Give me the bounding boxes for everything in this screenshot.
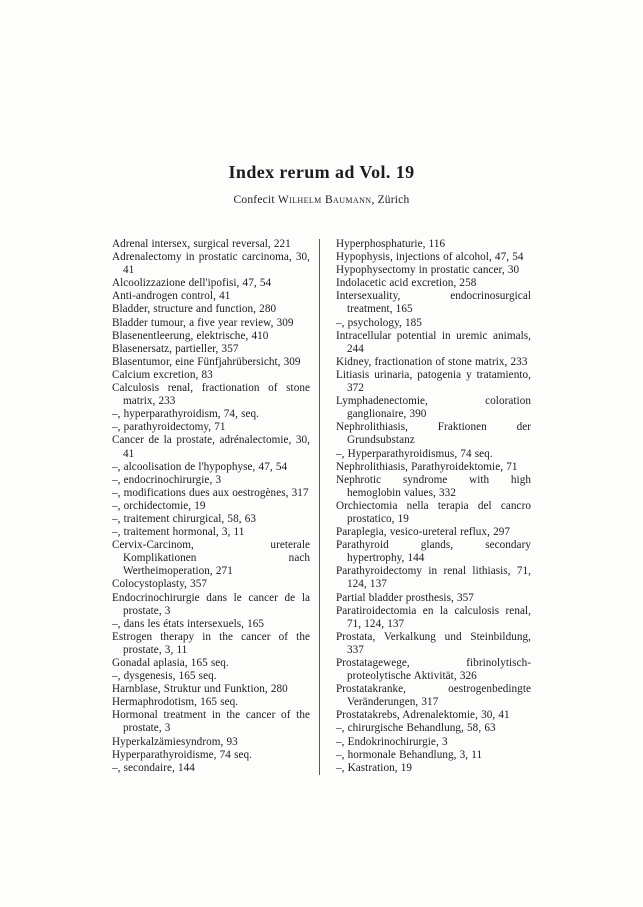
index-entry: Gonadal aplasia, 165 seq. <box>112 657 229 669</box>
index-entry: –, Hyperparathyroidismus, 74 seq. <box>336 447 493 460</box>
compiler-name: Wilhelm Baumann <box>277 194 372 206</box>
index-entry: Orchiectomia nella terapia del cancro prostatico, 19 <box>336 499 531 525</box>
compiler-line <box>0 194 643 206</box>
index-entry: –, modifications dues aux oestrogènes, 317 <box>112 486 309 499</box>
index-entry: Paratiroidectomia en la calculosis renal, 71, 124, 137 <box>336 604 531 630</box>
index-entry: –, dysgenesis, 165 seq. <box>112 670 217 683</box>
page-title: Index rerum ad Vol. 19 <box>228 162 415 182</box>
index-entry: Paraplegia, vesico-ureteral reflux, 297 <box>336 526 511 539</box>
index-entry: Hypophysis, injections of alcohol, 47, 54 <box>336 251 524 264</box>
column-divider-rule <box>319 239 320 775</box>
index-entry: Parathyroid glands, secondary hypertrophy, 144 <box>336 539 531 565</box>
index-entry: Indolacetic acid excretion, 258 <box>336 277 477 290</box>
index-entry: –, Kastration, 19 <box>336 761 413 774</box>
index-entry: Hyperphosphaturie, 116 <box>336 238 446 250</box>
index-entry: Colocystoplasty, 357 <box>112 578 208 591</box>
index-entry: Intracellular potential in uremic animals, 244 <box>336 329 531 355</box>
index-entry: Alcoolizzazione dell'ipofisi, 47, 54 <box>112 277 272 290</box>
index-entry: –, hormonale Behandlung, 3, 11 <box>336 748 483 761</box>
index-entry: Endocrinochirurgie dans le cancer de la prostate, 3 <box>112 591 310 617</box>
index-entry: Parathyroidectomy in renal lithiasis, 71, 124, 137 <box>336 565 531 591</box>
index-entry: Nephrotic syndrome with high hemoglobin values, 332 <box>336 473 531 499</box>
index-entry: Lymphadenectomie, coloration ganglionaire, 390 <box>336 395 531 421</box>
index-entry: Estrogen therapy in the cancer of the prostate, 3, 11 <box>112 630 310 656</box>
index-entry: –, hyperparathyroidism, 74, seq. <box>112 408 259 421</box>
index-entry: Prostata, Verkalkung und Steinbildung, 337 <box>336 630 531 656</box>
index-entry: –, psychology, 185 <box>336 316 422 329</box>
index-entry: Anti-androgen control, 41 <box>112 290 231 303</box>
index-entry: –, parathyroidectomy, 71 <box>112 421 226 434</box>
index-column-left <box>112 238 310 775</box>
index-entry: Prostatagewege, fibrinolytisch-proteolytische Aktivität, 326 <box>336 657 531 683</box>
index-entry: Litiasis urinaria, patogenia y tratamiento, 372 <box>336 368 531 395</box>
index-entry: Bladder, structure and function, 280 <box>112 303 277 316</box>
index-entry: Intersexuality, endocrinosurgical treatment, 165 <box>336 290 531 316</box>
index-entry: –, traitement chirurgical, 58, 63 <box>112 512 256 525</box>
index-entry: Prostatakrebs, Adrenalektomie, 30, 41 <box>336 709 510 722</box>
index-column-right <box>336 238 531 775</box>
index-entry: Harnblase, Struktur und Funktion, 280 <box>112 683 288 696</box>
index-entry: Blasentumor, eine Fünfjahrübersicht, 309 <box>112 355 301 368</box>
index-entry: –, traitement hormonal, 3, 11 <box>112 526 245 539</box>
index-entry: Bladder tumour, a five year review, 309 <box>112 316 294 329</box>
index-entry: Nephrolithiasis, Fraktionen der Grundsubstanz <box>336 421 531 447</box>
compiler-prefix: Confecit <box>233 194 278 206</box>
index-entry: –, dans les états intersexuels, 165 <box>112 617 265 630</box>
index-entry: Calcium excretion, 83 <box>112 368 213 381</box>
index-entry: Hormonal treatment in the cancer of the prostate, 3 <box>112 709 310 735</box>
index-entry: Cancer de la prostate, adrénalectomie, 30, 41 <box>112 434 310 460</box>
index-entry: Blasenentleerung, elektrische, 410 <box>112 329 269 342</box>
index-entry: Hypophysectomy in prostatic cancer, 30 <box>336 264 520 277</box>
index-entry: Calculosis renal, fractionation of stone matrix, 233 <box>112 382 310 408</box>
index-entry: Nephrolithiasis, Parathyroidektomie, 71 <box>336 460 518 473</box>
index-entry: –, chirurgische Behandlung, 58, 63 <box>336 722 496 735</box>
index-entry: Hyperparathyroidisme, 74 seq. <box>112 748 252 761</box>
index-entry: Partial bladder prosthesis, 357 <box>336 591 474 604</box>
index-entry: Prostatakranke, oestrogenbedingte Veränderungen, 317 <box>336 683 531 709</box>
index-entry: Adrenal intersex, surgical reversal, 221 <box>112 238 291 250</box>
index-entry: Cervix-Carcinom, ureterale Komplikationen nach Wertheimoperation, 271 <box>112 539 310 578</box>
index-entry: –, alcoolisation de l'hypophyse, 47, 54 <box>112 460 288 473</box>
index-entry: –, secondaire, 144 <box>112 761 195 774</box>
index-entry: Adrenalectomy in prostatic carcinoma, 30, 41 <box>112 251 310 277</box>
index-entry: –, endocrinochirurgie, 3 <box>112 473 222 486</box>
index-entry: Kidney, fractionation of stone matrix, 233 <box>336 355 528 368</box>
index-entry: –, orchidectomie, 19 <box>112 499 206 512</box>
index-entry: –, Endokrinochirurgie, 3 <box>336 735 448 748</box>
index-entry: Hyperkalzämiesyndrom, 93 <box>112 735 238 748</box>
index-entry: Blasenersatz, partieller, 357 <box>112 342 239 355</box>
index-entry: Hermaphrodotism, 165 seq. <box>112 696 239 709</box>
compiler-suffix: , Zürich <box>371 194 410 206</box>
